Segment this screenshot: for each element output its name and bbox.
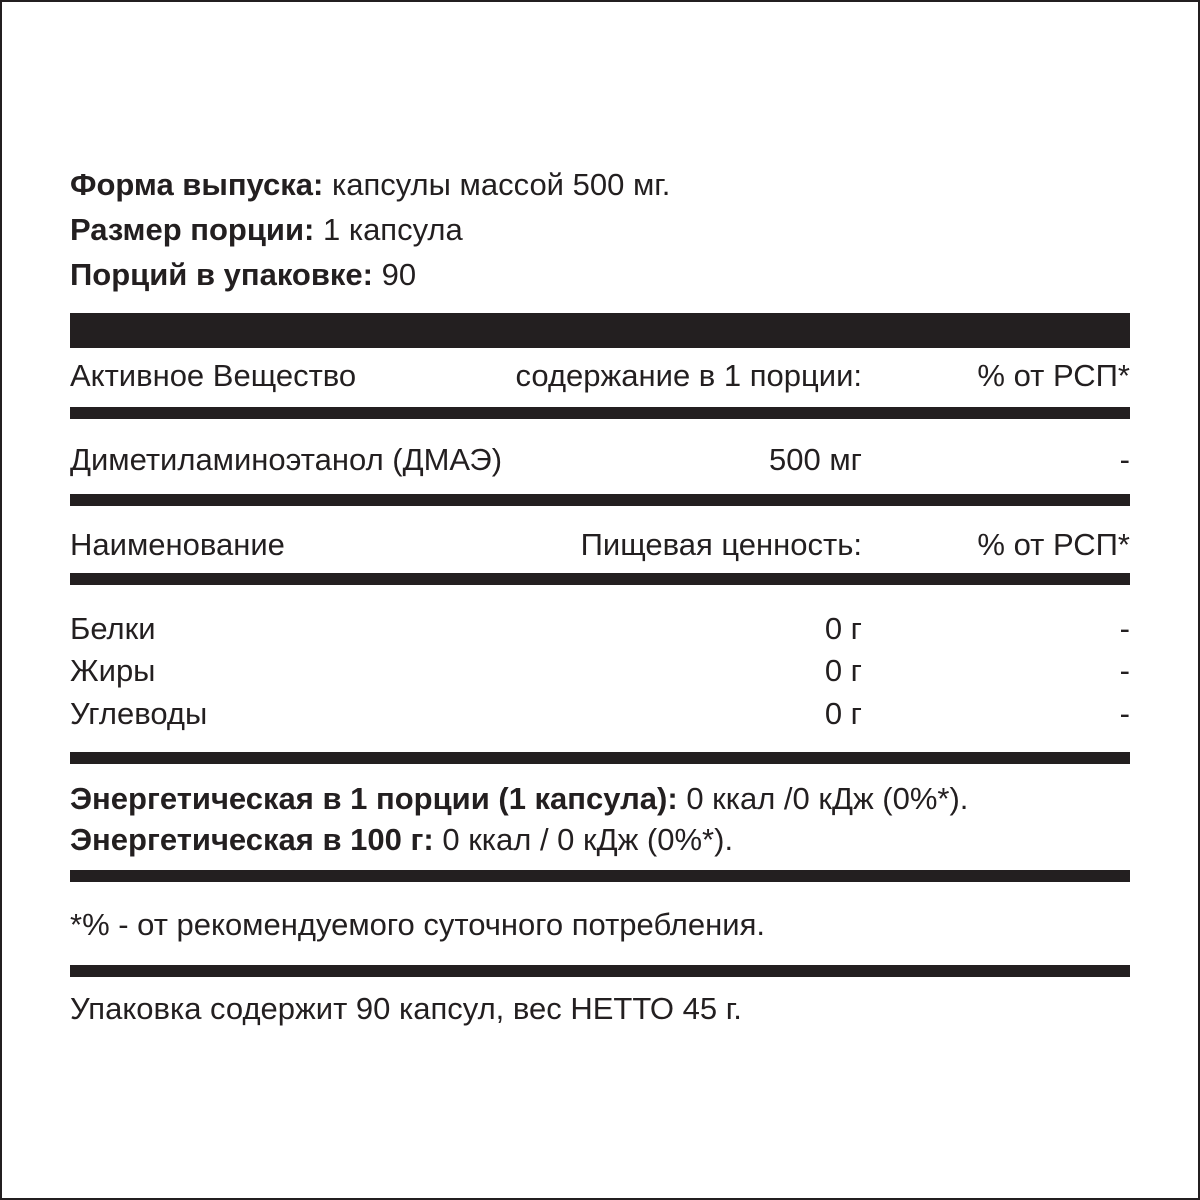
active-row-amount: 500 мг [769,442,862,477]
serving-size-line [70,212,463,248]
serving-size-label: Размер порции: [70,212,315,247]
release-form-value: капсулы массой 500 мг. [331,167,671,202]
nutrition-header-value: Пищевая ценность: [580,527,862,562]
nutrition-row-value: 0 г [824,696,862,731]
serving-size-value: 1 капсула [322,212,463,247]
divider [70,965,1130,977]
energy-per-serving-line [70,781,968,817]
divider [70,407,1130,419]
nutrition-row-name: Жиры [70,653,156,688]
active-header-rsp: % от РСП* [977,358,1130,393]
nutrition-row-rsp: - [1119,653,1130,688]
servings-per-pack-value: 90 [381,257,417,292]
divider [70,870,1130,882]
energy-per-100g-value: 0 ккал / 0 кДж (0%*). [442,822,734,857]
energy-per-serving-label: Энергетическая в 1 порции (1 капсула): [70,781,678,816]
nutrition-row-name: Углеводы [70,696,208,731]
nutrition-header-name: Наименование [70,527,285,562]
divider [70,494,1130,506]
divider [70,573,1130,585]
nutrition-row-rsp: - [1119,696,1130,731]
release-form-line [70,167,670,203]
nutrition-header-rsp: % от РСП* [977,527,1130,562]
thick-divider [70,313,1130,348]
energy-per-serving-value: 0 ккал /0 кДж (0%*). [686,781,969,816]
servings-per-pack-line [70,257,416,293]
nutrition-row-rsp: - [1119,611,1130,646]
active-row-name: Диметиламиноэтанол (ДМАЭ) [70,442,503,477]
package-note: Упаковка содержит 90 капсул, вес НЕТТО 45 г. [70,991,742,1026]
active-header-amount: содержание в 1 порции: [515,358,862,393]
footnote: *% - от рекомендуемого суточного потребления. [70,907,765,942]
active-header-name: Активное Вещество [70,358,357,393]
nutrition-row-value: 0 г [824,611,862,646]
energy-per-100g-label: Энергетическая в 100 г: [70,822,434,857]
nutrition-row-name: Белки [70,611,156,646]
release-form-label: Форма выпуска: [70,167,324,202]
energy-per-100g-line [70,822,733,858]
active-row-rsp: - [1119,442,1130,477]
divider [70,752,1130,764]
servings-per-pack-label: Порций в упаковке: [70,257,373,292]
nutrition-row-value: 0 г [824,653,862,688]
